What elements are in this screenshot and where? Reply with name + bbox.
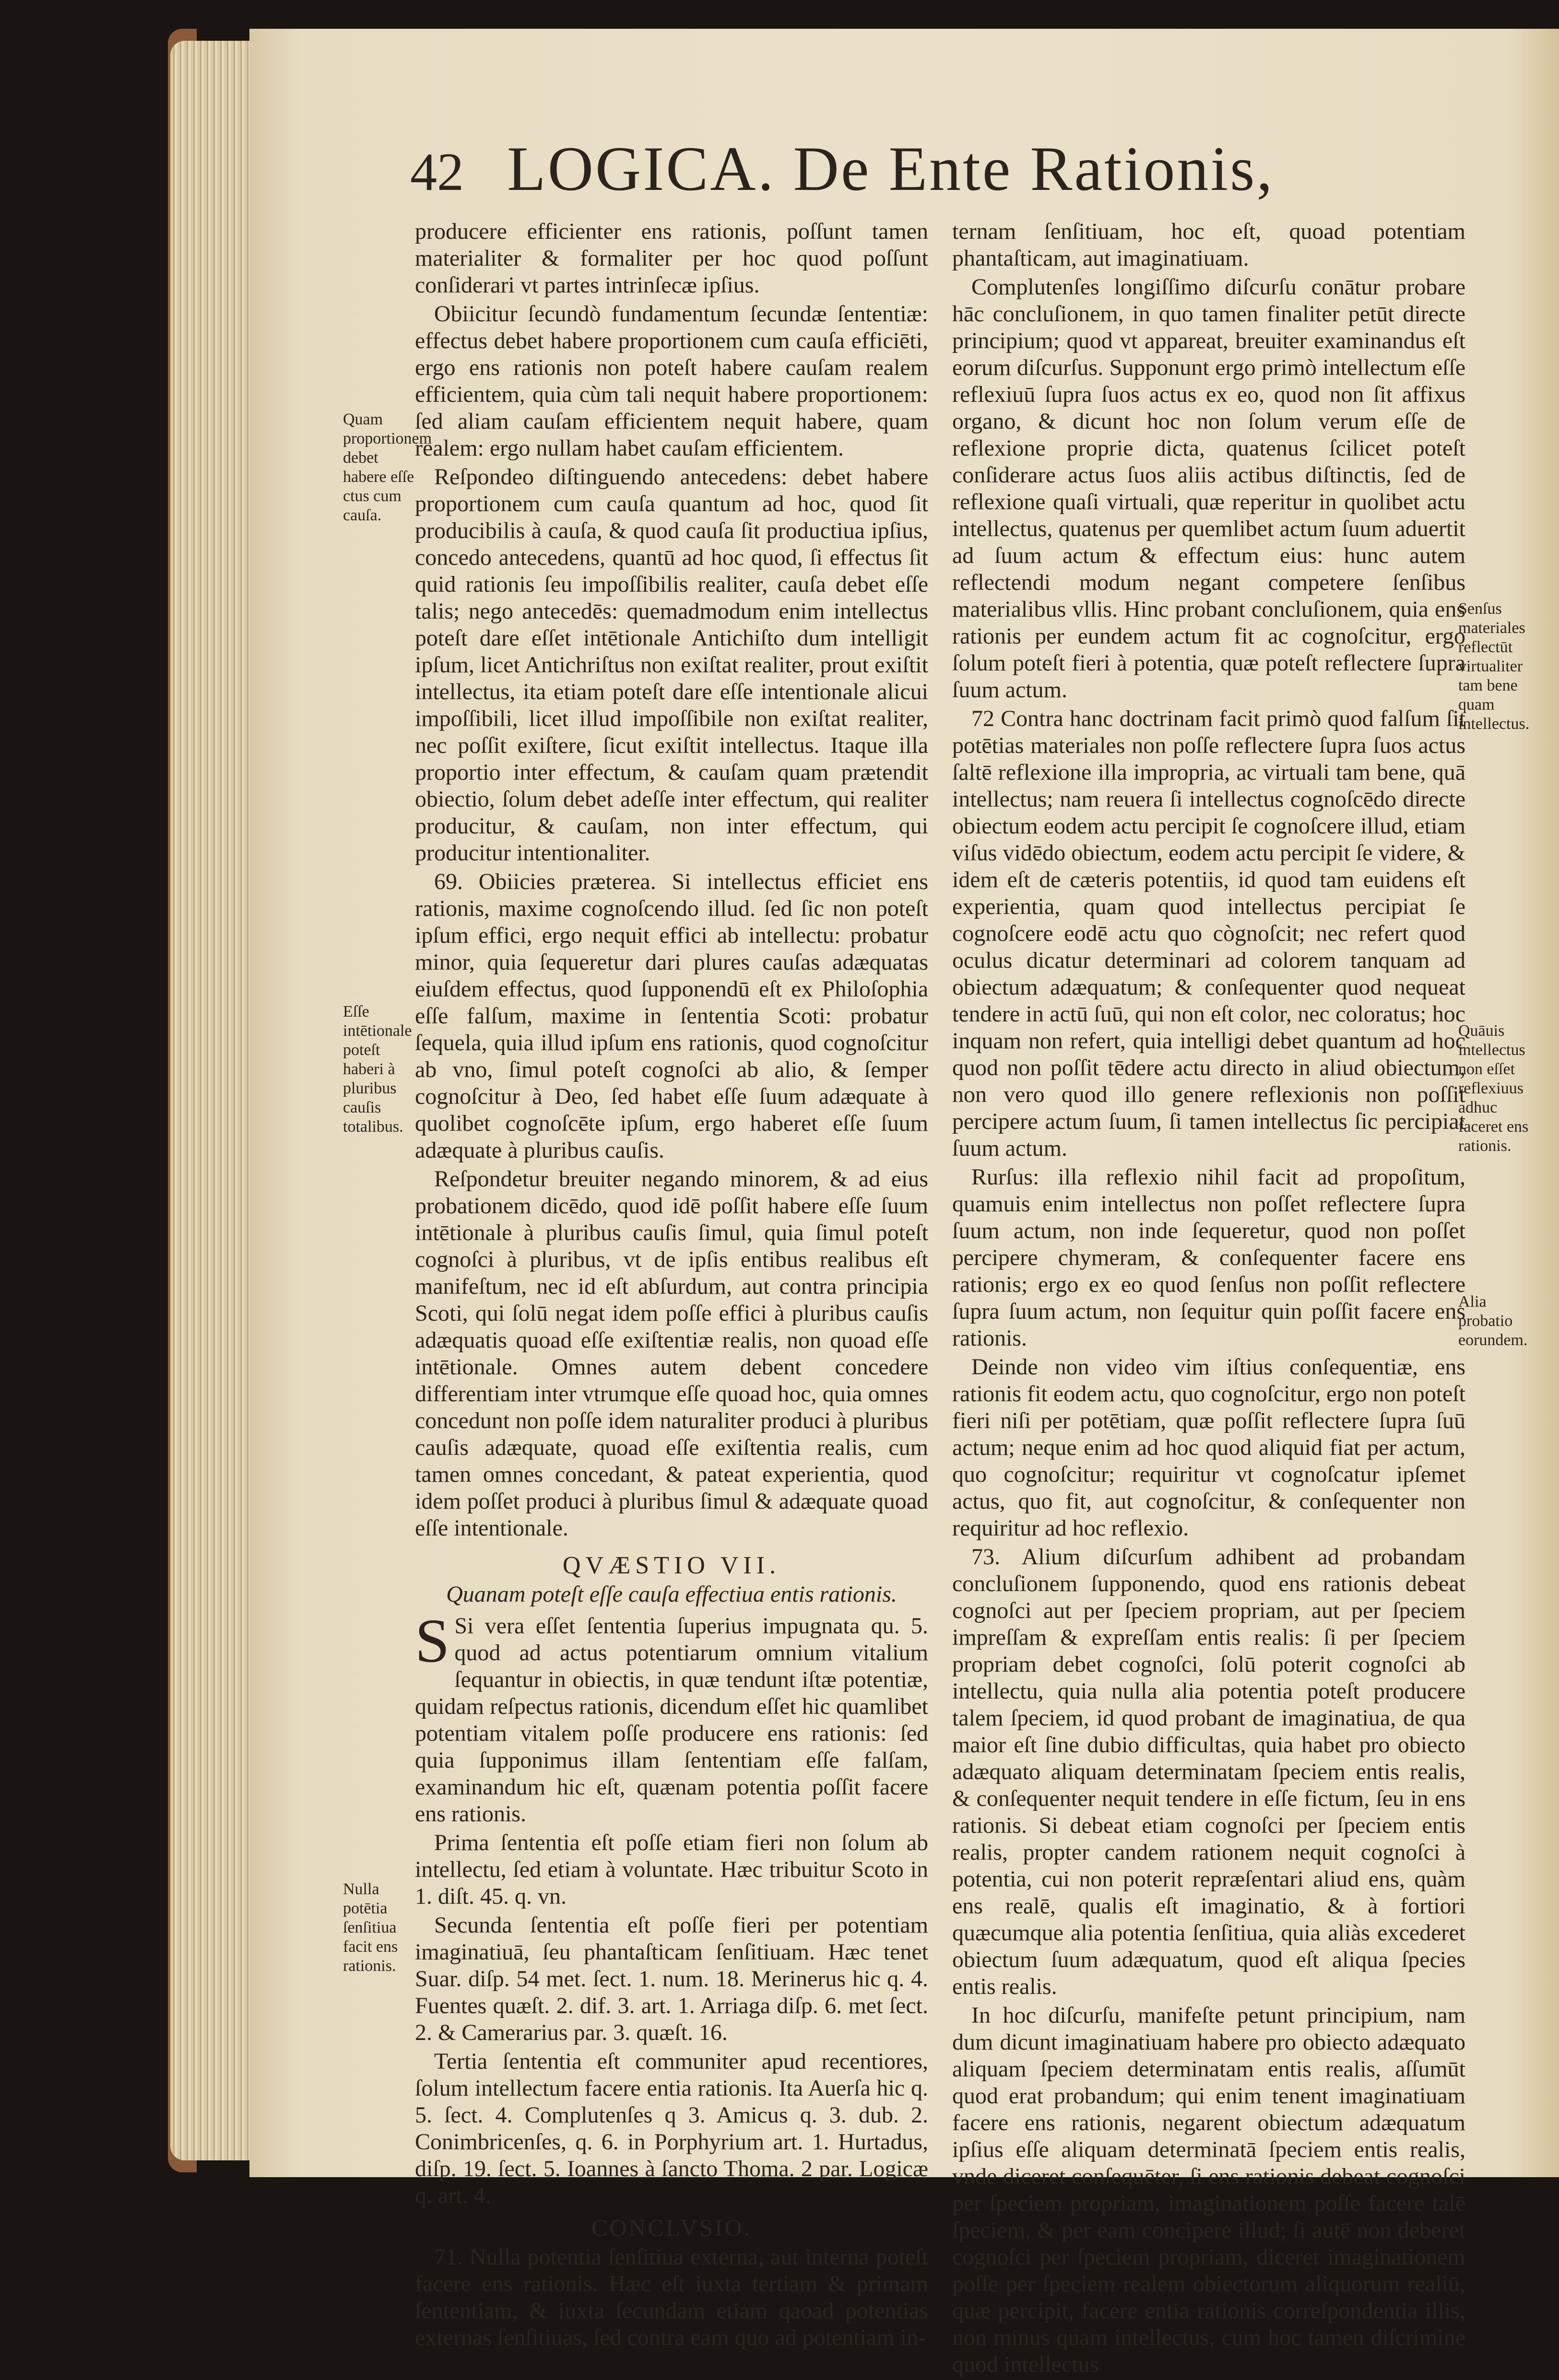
margin-note: Eſſe intētionale poteſt haberi à pluribus cauſis totalibus. — [343, 1003, 412, 1136]
paragraph: producere efficienter ens rationis, poſſunt tamen materialiter & formaliter per hoc quod poſſunt conſiderari vt partes intrinſecæ ipſius. — [415, 219, 928, 298]
paragraph: Prima ſententia eſt poſſe etiam fieri non ſolum ab intellectu, ſed etiam à voluntate. Hæc tribuitur Scoto in 1. diſt. 45. q. vn. — [415, 1830, 928, 1909]
paragraph: 69. Obiicies præterea. Si intellectus efficiet ens rationis, maxime cognoſcendo illud. ſed ſic non poteſt ipſum effici, ergo nequit effici ab intellectu: probatur minor, quia ſequeretur dari plures cauſas adæquatas eiuſdem effectus, quod ſupponendū eſt ex Philoſophia eſſe falſum, maxime in ſententia Scoti: probatur ſequela, quia illud ipſum ens rationis, quod cognoſcitur ab vno, ſimul poteſt cognoſci ab alio, & ſemper cognoſcitur à Deo, ſed habet eſſe ſuum adæquate à quolibet cognoſcēte ipſum, ergo haberet eſſe ſuum adæquate à pluribus cauſis. — [415, 869, 928, 1163]
margin-note: Nulla potētia ſenſitiua facit ens rationis. — [343, 1880, 398, 1975]
margin-note: Quam proportionem debet habere eſſe ctus cum cauſa. — [343, 410, 432, 524]
paragraph: Reſpondeo diſtinguendo antecedens: debet habere proportionem cum cauſa quantum ad hoc, quod ſit producibilis à cauſa, & quod cauſa ſit productiua ipſius, concedo antecedens, quantū ad hoc quod, ſi effectus ſit quid rationis ſeu impoſſibilis realiter, cauſa debet eſſe talis; nego antecedēs: quemadmodum enim intellectus poteſt dare eſſet intētionale Antichiſto dum intelligit ipſum, licet Antichriſtus non exiſtat realiter, prout exiſtit intellectus, ita etiam poteſt dare eſſe intentionale alicui impoſſibili, licet illud impoſſibile non exiſtat realiter, nec poſſit exiſtere, ſicut exiſtit intellectus. Itaque illa proportio inter effectum, & cauſam quam prætendit obiectio, ſolum debet adeſſe inter effectum, qui realiter producitur, & cauſam, non inter effectum, qui producitur intentionaliter. — [415, 464, 928, 866]
page-number: 42 — [410, 142, 464, 202]
paragraph: Rurſus: illa reflexio nihil facit ad propoſitum, quamuis enim intellectus non poſſet reflectere ſupra ſuum actum, non inde ſequeretur, quod non poſſet percipere chymeram, & conſequenter facere ens rationis; ergo ex eo quod ſenſus non poſſit reflectere ſupra ſuum actum, non ſequitur quin poſſit facere ens rationis. — [952, 1164, 1465, 1351]
right-column — [952, 218, 1465, 2380]
paragraph: Obiicitur ſecundò fundamentum ſecundæ ſententiæ: effectus debet habere proportionem cum cauſa efficiēti, ergo ens rationis non poteſt habere cauſam realem efficientem, quia cùm tali nequit habere proportionem: ſed aliam cauſam efficientem nequit habere, quam realem: ergo nullam habet cauſam efficientem. — [415, 301, 928, 461]
paragraph: ternam ſenſitiuam, hoc eſt, quoad potentiam phantaſticam, aut imaginatiuam. — [952, 219, 1465, 271]
paragraph: In hoc diſcurſu, manifeſte petunt principium, nam dum dicunt imaginatiuam habere pro obiecto adæquato aliquam ſpeciem determinatam entis realis, aſſumūt quod erat probandum; qui enim tenent imaginatiuam facere ens rationis, negarent obiectum adæquatum ipſius eſſe aliquam determinatā ſpeciem entis realis, vnde diceret conſequēter, ſi ens rationis debeat cognoſci per ſpeciem propriam, imaginationem poſſe facere talē ſpeciem, & per eam concipere illud; ſi autē non deberet cognoſci per ſpeciem propriam, diceret imaginationem poſſe per ſpeciem realem obiectorum aliquorum realiū, quæ percipit, facere entia rationis correſpondentia illis, non minus quam intellectus, cum hoc tamen diſcrimine quod intellectus — [952, 2003, 1465, 2377]
left-column — [415, 218, 928, 2353]
book-page — [249, 29, 1559, 2377]
question-subtitle: Quanam poteſt eſſe cauſa effectiua entis rationis. — [446, 1582, 897, 1607]
margin-note: Quāuis intellectus non eſſet reflexiuus adhuc faceret ens rationis. — [1458, 1022, 1529, 1155]
running-head: LOGICA. De Ente Rationis, — [507, 133, 1275, 204]
paragraph — [415, 1606, 928, 1828]
paragraph: 72 Contra hanc doctrinam facit primò quod falſum ſit potētias materiales non poſſe reflectere ſupra ſuos actus ſaltē reflexione illa impropria, ac virtuali tam bene, quā intellectus; nam reuera ſi intellectus cognoſcēdo directe obiectum eodem actu percipit ſe cognoſcere illud, etiam viſus vidēdo obiectum, eodem actu percipit ſe videre, & idem eſt de cæteris potentiis, id quod tam euidens eſt experientia, quam quod intellectus percipiat ſe cognoſcere eodē actu quo cògnoſcit; nec refert quod oculus dicatur determinari ad colorem tanquam ad obiectum adæquatum; & conſequenter quod nequeat tendere in actū ſuū, qui non eſt color, nec coloratus; hoc inquam non refert, quia intelligi debet quantum ad hoc quod non poſſit tēdere actu directo in aliud obiectum, non vero quod illo genere reflexionis non poſſit percipere actum ſuum, ſi tamen intellectus ſic percipiat ſuum actum. — [952, 706, 1465, 1161]
paragraph: Deinde non video vim iſtius conſequentiæ, ens rationis fit eodem actu, quo cognoſcitur, ergo non poteſt fieri niſi per potētiam, quæ poſſit reflectere ſupra ſuū actum; neque enim ad hoc quod aliquid fiat per actum, quo cognoſcitur; requiritur vt cognoſcatur ipſemet actus, quo fit, aut cognoſcitur, & conſequenter non requiritur ad hoc reflexio. — [952, 1354, 1465, 1541]
paragraph: 73. Alium diſcurſum adhibent ad probandam concluſionem ſupponendo, quod ens rationis debeat cognoſci aut per ſpeciem propriam, aut per ſpeciem impreſſam & expreſſam entis realis: ſi per ſpeciem propriam debet cognoſci, ſolū poterit cognoſci ab intellectu, quia nulla alia potentia poteſt producere talem ſpeciem, id quod probant de imaginatiua, de qua maior eſt ſine dubio difficultas, quia habet pro obiecto adæquato aliquam determinatam ſpeciem entis realis, & conſequenter nequit tendere in eſſe fictum, ſeu in ens rationis. Si debeat etiam cognoſci per ſpeciem entis realis, propter candem rationem nequit cognoſci à potentia, cui non poterit repræſentari aliud ens, quàm ens realē, qualis eſt imaginatio, & à fortiori quæcumque alia potentia ſenſitiua, quia aliàs excederet obiectum ſuum adæquatum, quod eſt aliqua ſpecies entis realis. — [952, 1544, 1465, 1999]
paragraph: Reſpondetur breuiter negando minorem, & ad eius probationem dicēdo, quod idē poſſit habere eſſe ſuum intētionale à pluribus cauſis ſimul, quia ſimul poteſt cognoſci à pluribus, vt de ipſis entibus realibus eſt manifeſtum, nec id eſt abſurdum, aut contra principia Scoti, qui ſolū negat idem poſſe effici à pluribus cauſis adæquatis quoad eſſe exiſtentiæ realis, non quoad eſſe intētionale. Omnes autem debent concedere differentiam inter vtrumque eſſe quoad hoc, quia omnes concedunt non poſſe idem naturaliter produci à pluribus cauſis adæquate, quoad eſſe exiſtentia realis, cum tamen omnes concedant, & pateat experientia, quod idem poſſet produci à pluribus ſimul & adæquate quoad eſſe intentionale. — [415, 1166, 928, 1541]
page-stack-edge — [170, 41, 257, 2160]
paragraph: Secunda ſententia eſt poſſe fieri per potentiam imaginatiuā, ſeu phantaſticam ſenſitiuam. Hæc tenet Suar. diſp. 54 met. ſect. 1. num. 18. Merinerus hic q. 4. Fuentes quæſt. 2. dif. 3. art. 1. Arriaga diſp. 6. met ſect. 2. & Camerarius par. 3. quæſt. 16. — [415, 1912, 928, 2045]
question-title: QVÆSTIO VII. — [562, 1552, 781, 1579]
drop-cap: S — [415, 1606, 450, 1676]
margin-note: Alia probatio eorundem. — [1458, 1293, 1528, 1349]
conclusio-title: CONCLVSIO. — [591, 2214, 752, 2241]
margin-note: Senſus materiales reflectūt virtualiter tam bene quam intellectus. — [1458, 600, 1530, 733]
page-header — [410, 132, 1489, 228]
paragraph-text: Si vera eſſet ſententia ſuperius impugnata qu. 5. quod ad actus potentiarum omnium vitalium ſequantur in obiectis, in quæ tendunt iſtæ potentiæ, quidam reſpectus rationis, dicendum eſſet hic quamlibet potentiam vitalem poſſe producere ens rationis: ſed quia ſupponimus illam ſententiam eſſe falſam, examinandum hic eſt, quænam potentia poſſit facere ens rationis. — [415, 1613, 928, 1827]
paragraph: Complutenſes longiſſimo diſcurſu conātur probare hāc concluſionem, in quo tamen finaliter petūt directe principium; quod vt appareat, breuiter examinandus eſt eorum diſcurſus. Supponunt ergo primò intellectum eſſe reflexiuū ſupra ſuos actus ex eo, quod non ſit affixus organo, & dicunt hoc non ſolum verum eſſe de reflexione proprie dicta, quatenus ſcilicet poteſt conſiderare actus ſuos aliis actibus diſtinctis, ſed de reflexione quaſi virtuali, quæ reperitur in quolibet actu intellectus, quatenus per quemlibet actum ſuum aduertit ad ſuum actum & effectum eius: hunc autem reflectendi modum negant competere ſenſibus materialibus vllis. Hinc probant concluſionem, quia ens rationis per eundem actum fit ac cognoſcitur, ergo ſolum poteſt fieri à potentia, quæ poteſt reflectere ſupra ſuum actum. — [952, 274, 1465, 703]
paragraph: Tertia ſententia eſt communiter apud recentiores, ſolum intellectum facere entia rationis. Ita Auerſa hic q. 5. ſect. 4. Complutenſes q 3. Amicus q. 3. dub. 2. Conimbricenſes, q. 6. in Porphyrium art. 1. Hurtadus, diſp. 19. ſect. 5. Ioannes à ſancto Thoma. 2 par. Logicæ q. art. 4. — [415, 2049, 928, 2208]
paragraph: 71. Nulla potentia ſenſitiua externa, aut interna poteſt facere ens rationis. Hæc eſt iuxta tertiam & primam ſententiam, & iuxta ſecundam etiam qaoad potentias externas ſenſitiuas, ſed contra eam quo ad potentiam in- — [415, 2244, 928, 2350]
